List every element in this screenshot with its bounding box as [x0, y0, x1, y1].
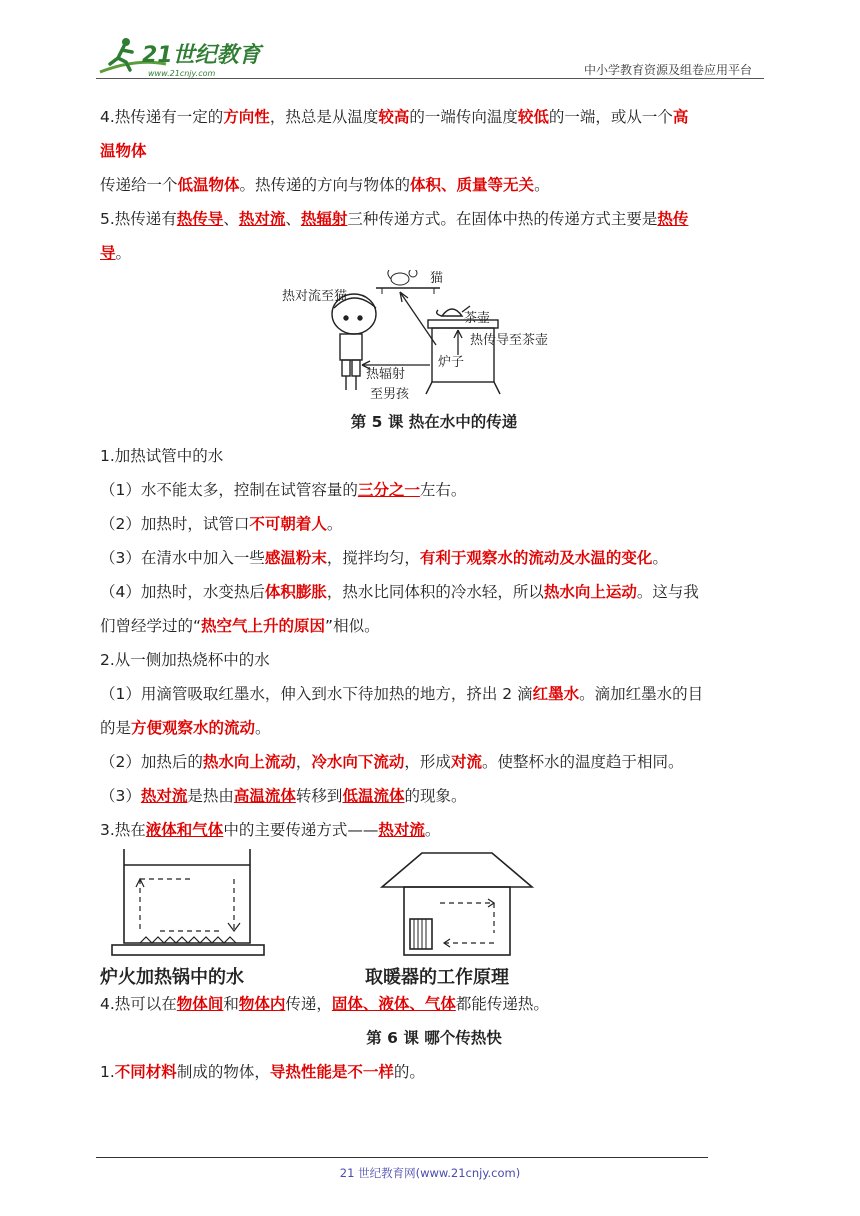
section-1-heading: 1.加热试管中的水 [100, 447, 224, 465]
heat-transfer-illustration [100, 270, 768, 405]
section-3: 3.热在液体和气体中的主要传递方式——热对流。 [100, 821, 441, 839]
platform-label: 中小学教育资源及组卷应用平台 [583, 63, 752, 77]
section-2-item-1-cont: 的是方便观察水的流动。 [100, 719, 271, 737]
section-2-item-3: （3）热对流是热由高温流体转移到低温流体的现象。 [100, 787, 467, 805]
logo-icon [96, 34, 266, 80]
label-cat: 猫 [430, 271, 444, 286]
label-teapot: 茶壶 [464, 311, 491, 326]
line-5-transfer-modes: 5.热传递有热传导、热对流、热辐射三种传递方式。在固体中热的传递方式主要是热传 [100, 210, 689, 228]
heat-transfer-figure [100, 270, 768, 405]
cat-icon [388, 270, 417, 285]
document-body [100, 100, 768, 1089]
label-radiation-2: 至男孩 [370, 387, 410, 402]
footer-divider [96, 1157, 708, 1158]
caption-pot: 炉火加热锅中的水 [100, 967, 244, 988]
section-1-item-3: （3）在清水中加入一些感温粉末，搅拌均匀，有利于观察水的流动及水温的变化。 [100, 549, 668, 567]
label-radiation-1: 热辐射 [366, 367, 406, 382]
section-1-item-4: （4）加热时，水变热后体积膨胀，热水比同体积的冷水轻，所以热水向上运动。这与我 [100, 583, 699, 601]
label-conduction: 热传导至茶壶 [470, 333, 549, 348]
section-1-item-2: （2）加热时，试管口不可朝着人。 [100, 515, 343, 533]
page-header [96, 34, 764, 80]
convection-figures [100, 847, 768, 987]
lesson-6-title: 第 6 课 哪个传热快 [366, 1029, 502, 1047]
caption-heater: 取暖器的工作原理 [365, 967, 509, 988]
logo-url: www.21cnjy.com [148, 69, 216, 78]
house-icon [382, 853, 532, 955]
section-2-item-2: （2）加热后的热水向上流动，冷水向下流动，形成对流。使整杯水的温度趋于相同。 [100, 753, 684, 771]
line-4-heat-direction: 4.热传递有一定的方向性，热总是从温度较高的一端传向温度较低的一端，或从一个高 [100, 108, 689, 126]
line-4-cont2: 传递给一个低温物体。热传递的方向与物体的体积、质量等无关。 [100, 176, 550, 194]
header-divider [96, 78, 764, 79]
label-convection: 热对流至猫 [282, 289, 348, 304]
label-stove: 炉子 [438, 355, 465, 370]
section-1-item-4-cont: 们曾经学过的“热空气上升的原因”相似。 [100, 617, 380, 635]
line-5-cont: 导。 [100, 244, 132, 262]
logo-text: 21世纪教育 [142, 43, 261, 68]
pot-icon [112, 849, 264, 955]
lesson-6-item-1: 1.不同材料制成的物体，导热性能是不一样的。 [100, 1063, 425, 1081]
line-4-cont: 温物体 [100, 142, 147, 160]
section-1-item-1: （1）水不能太多，控制在试管容量的三分之一左右。 [100, 481, 467, 499]
section-2-heading: 2.从一侧加热烧杯中的水 [100, 651, 270, 669]
section-4: 4.热可以在物体间和物体内传递，固体、液体、气体都能传递热。 [100, 995, 549, 1013]
lesson-5-title: 第 5 课 热在水中的传递 [350, 413, 518, 431]
section-2-item-1: （1）用滴管吸取红墨水，伸入到水下待加热的地方，挤出 2 滴红墨水。滴加红墨水的目 [100, 685, 704, 703]
footer-text: 21 世纪教育网(www.21cnjy.com) [339, 1166, 521, 1180]
